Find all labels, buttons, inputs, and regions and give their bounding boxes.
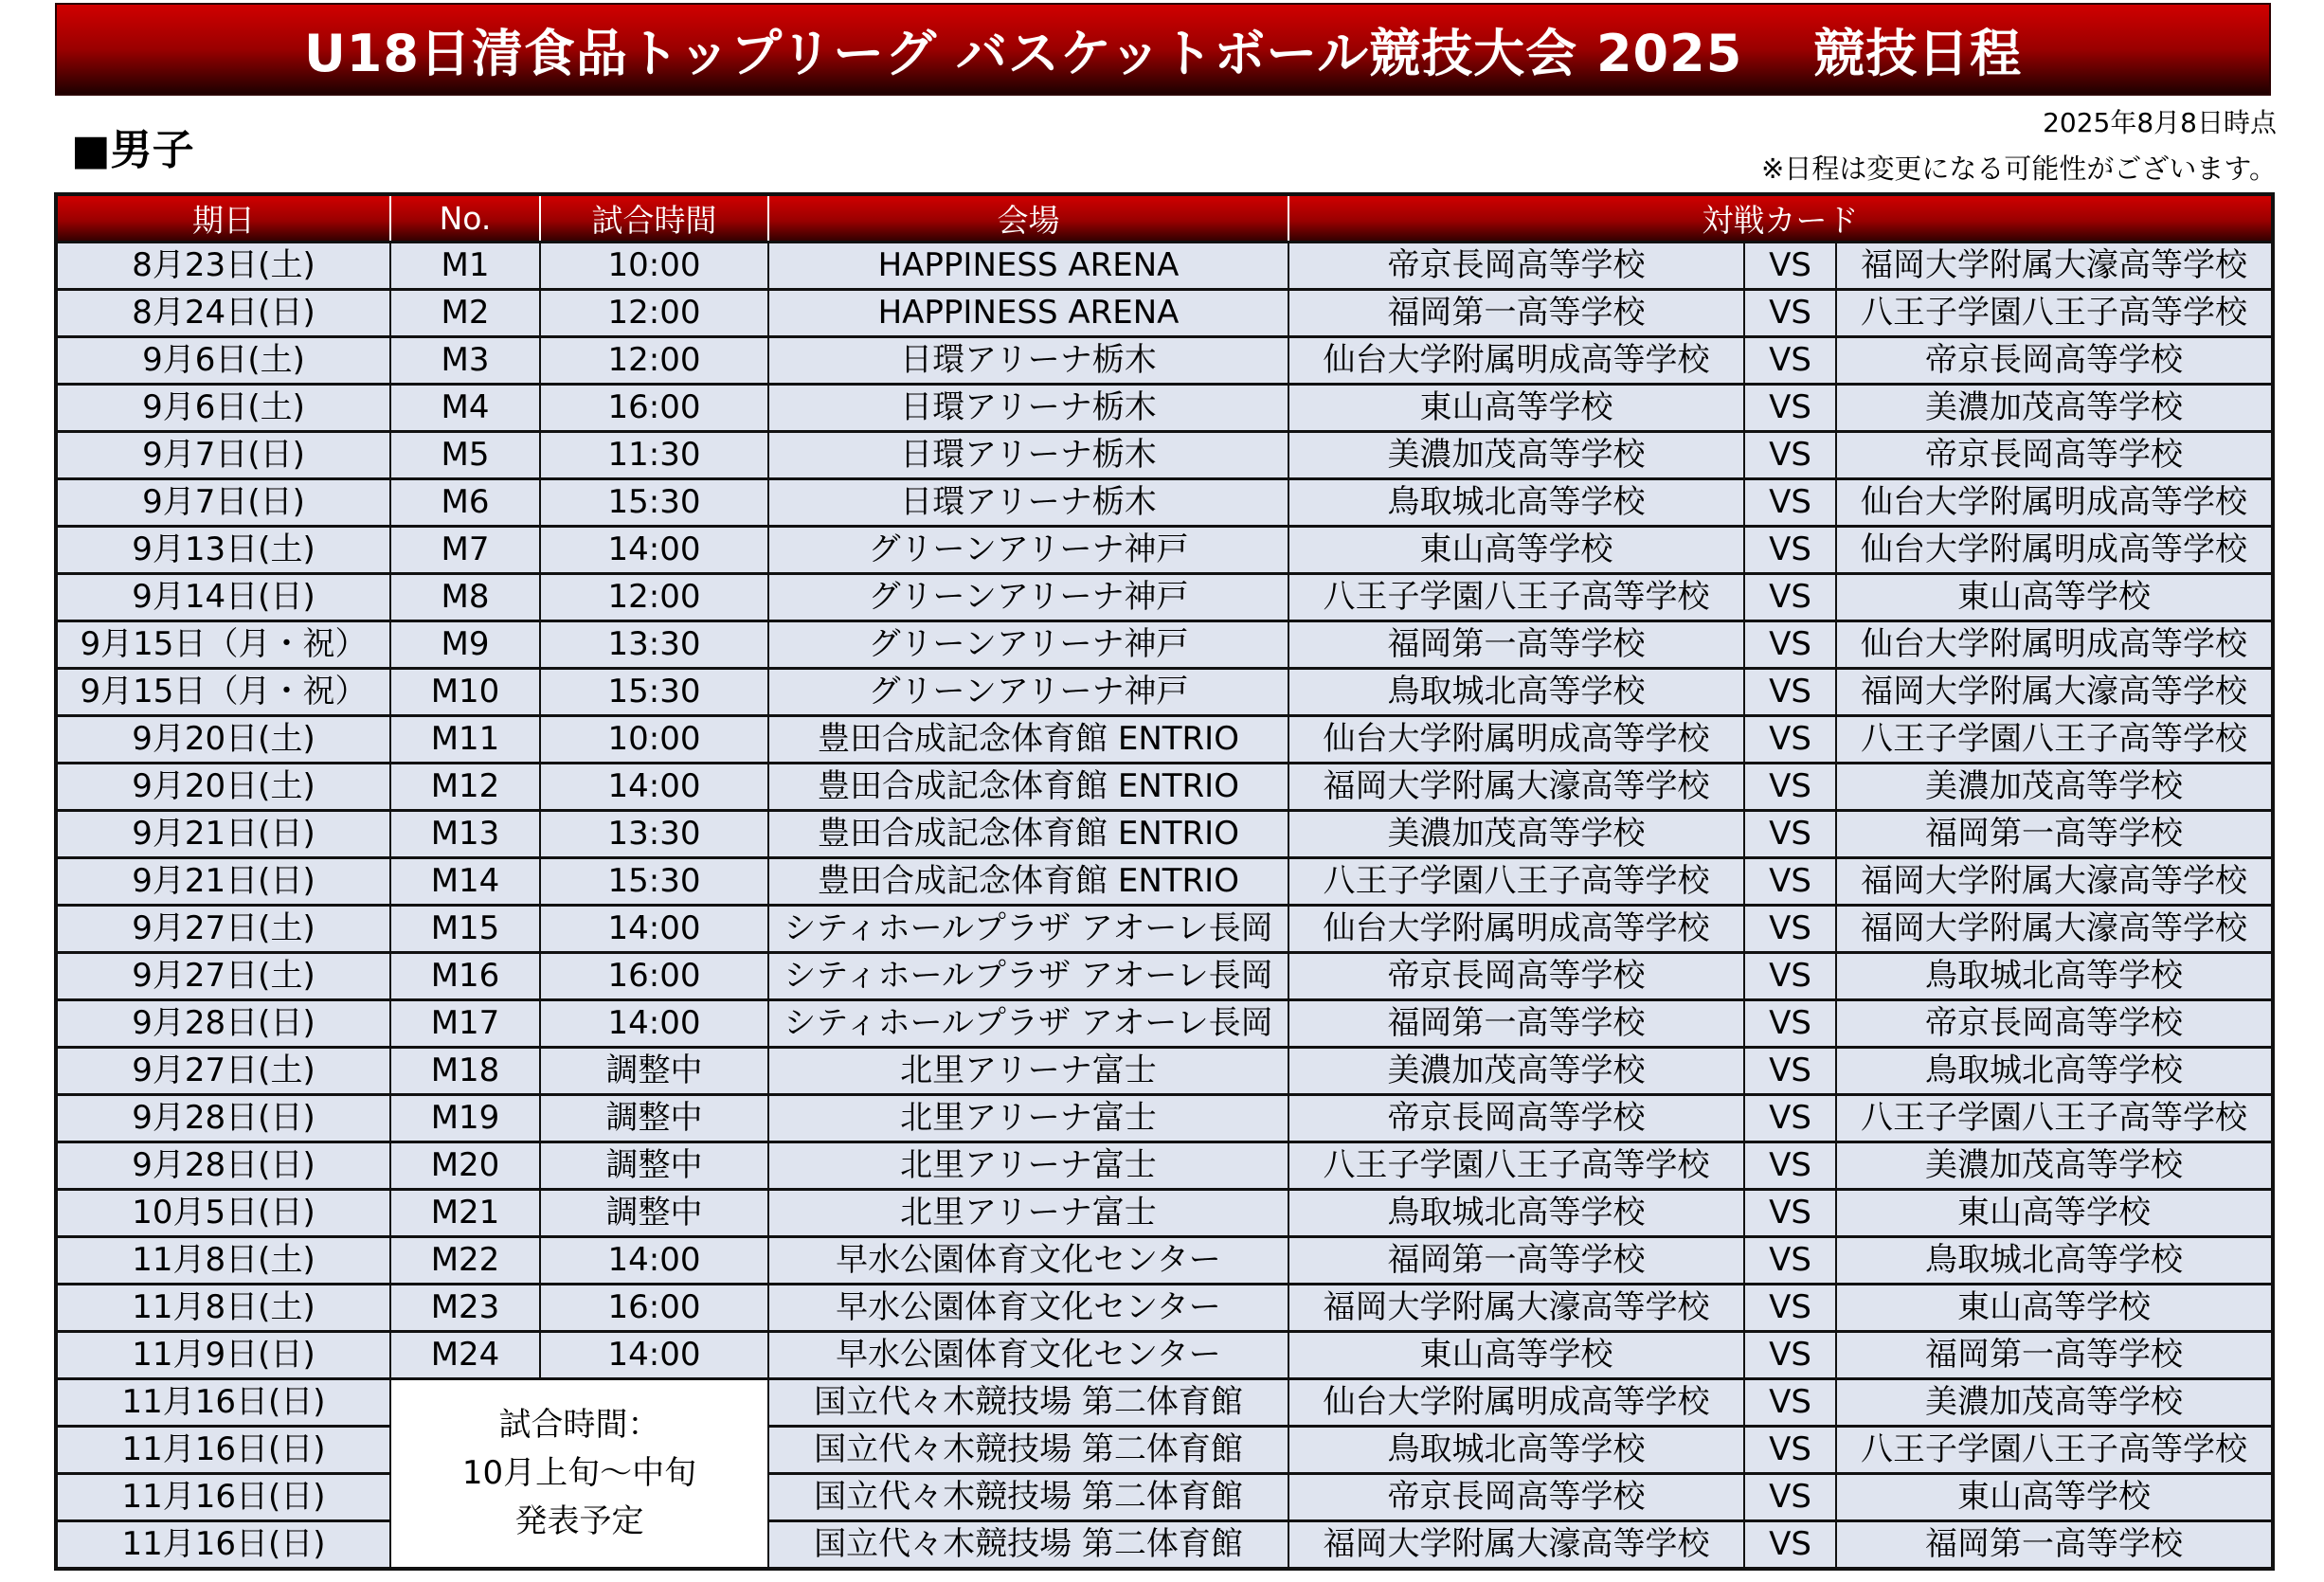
home-team: 鳥取城北高等学校 xyxy=(1288,1190,1744,1237)
match-date: 9月6日(土) xyxy=(56,385,390,432)
match-venue: 日環アリーナ栃木 xyxy=(768,337,1288,385)
match-number: M7 xyxy=(390,527,540,574)
vs-label: VS xyxy=(1744,716,1836,764)
away-team: 福岡第一高等学校 xyxy=(1836,811,2273,858)
match-venue: 北里アリーナ富士 xyxy=(768,1142,1288,1190)
vs-label: VS xyxy=(1744,1142,1836,1190)
home-team: 仙台大学附属明成高等学校 xyxy=(1288,1379,1744,1427)
match-date: 8月23日(土) xyxy=(56,243,390,290)
home-team: 仙台大学附属明成高等学校 xyxy=(1288,716,1744,764)
match-number: M15 xyxy=(390,906,540,953)
home-team: 東山高等学校 xyxy=(1288,1332,1744,1379)
match-date: 11月16日(日) xyxy=(56,1474,390,1521)
match-venue: 日環アリーナ栃木 xyxy=(768,385,1288,432)
table-row xyxy=(56,1142,2273,1190)
match-venue: 豊田合成記念体育館 ENTRIO xyxy=(768,764,1288,811)
match-number: M4 xyxy=(390,385,540,432)
match-date: 9月28日(日) xyxy=(56,1000,390,1048)
table-row xyxy=(56,1427,2273,1474)
match-date: 11月16日(日) xyxy=(56,1379,390,1427)
vs-label: VS xyxy=(1744,811,1836,858)
table-row xyxy=(56,716,2273,764)
away-team: 美濃加茂高等学校 xyxy=(1836,385,2273,432)
match-venue: 早水公園体育文化センター xyxy=(768,1332,1288,1379)
vs-label: VS xyxy=(1744,621,1836,669)
vs-label: VS xyxy=(1744,243,1836,290)
vs-label: VS xyxy=(1744,858,1836,906)
match-venue: 早水公園体育文化センター xyxy=(768,1285,1288,1332)
match-venue: グリーンアリーナ神戸 xyxy=(768,574,1288,621)
match-number: M24 xyxy=(390,1332,540,1379)
home-team: 帝京長岡高等学校 xyxy=(1288,1474,1744,1521)
match-number: M8 xyxy=(390,574,540,621)
match-date: 9月27日(土) xyxy=(56,1048,390,1095)
schedule-change-notice: ※日程は変更になる可能性がございます。 xyxy=(1761,153,2277,185)
home-team: 八王子学園八王子高等学校 xyxy=(1288,574,1744,621)
match-venue: 国立代々木競技場 第二体育館 xyxy=(768,1379,1288,1427)
match-time: 14:00 xyxy=(540,1000,768,1048)
away-team: 東山高等学校 xyxy=(1836,574,2273,621)
match-date: 8月24日(日) xyxy=(56,290,390,337)
final-time-note-line: 10月上旬～中旬 xyxy=(461,1453,697,1492)
home-team: 美濃加茂高等学校 xyxy=(1288,811,1744,858)
match-time: 12:00 xyxy=(540,337,768,385)
away-team: 鳥取城北高等学校 xyxy=(1836,953,2273,1000)
away-team: 仙台大学附属明成高等学校 xyxy=(1836,527,2273,574)
as-of-date: 2025年8月8日時点 xyxy=(2043,107,2277,138)
table-row xyxy=(56,432,2273,479)
match-time: 14:00 xyxy=(540,906,768,953)
match-venue: シティホールプラザ アオーレ長岡 xyxy=(768,953,1288,1000)
away-team: 東山高等学校 xyxy=(1836,1285,2273,1332)
match-number: M16 xyxy=(390,953,540,1000)
away-team: 美濃加茂高等学校 xyxy=(1836,1379,2273,1427)
vs-label: VS xyxy=(1744,1190,1836,1237)
match-venue: シティホールプラザ アオーレ長岡 xyxy=(768,906,1288,953)
home-team: 美濃加茂高等学校 xyxy=(1288,1048,1744,1095)
away-team: 鳥取城北高等学校 xyxy=(1836,1237,2273,1285)
table-row xyxy=(56,1190,2273,1237)
match-time: 調整中 xyxy=(540,1142,768,1190)
match-venue: 国立代々木競技場 第二体育館 xyxy=(768,1427,1288,1474)
match-date: 9月20日(土) xyxy=(56,764,390,811)
table-row xyxy=(56,243,2273,290)
away-team: 福岡大学附属大濠高等学校 xyxy=(1836,858,2273,906)
match-date: 11月16日(日) xyxy=(56,1521,390,1569)
match-date: 9月21日(日) xyxy=(56,858,390,906)
vs-label: VS xyxy=(1744,1095,1836,1142)
table-row xyxy=(56,1521,2273,1569)
match-time: 13:30 xyxy=(540,811,768,858)
match-time: 13:30 xyxy=(540,621,768,669)
away-team: 八王子学園八王子高等学校 xyxy=(1836,1427,2273,1474)
away-team: 帝京長岡高等学校 xyxy=(1836,337,2273,385)
match-venue: 日環アリーナ栃木 xyxy=(768,432,1288,479)
away-team: 福岡第一高等学校 xyxy=(1836,1521,2273,1569)
match-date: 11月8日(土) xyxy=(56,1285,390,1332)
match-venue: HAPPINESS ARENA xyxy=(768,243,1288,290)
match-venue: 北里アリーナ富士 xyxy=(768,1190,1288,1237)
table-row xyxy=(56,1000,2273,1048)
match-date: 9月28日(日) xyxy=(56,1095,390,1142)
vs-label: VS xyxy=(1744,1000,1836,1048)
match-time: 14:00 xyxy=(540,527,768,574)
match-date: 9月28日(日) xyxy=(56,1142,390,1190)
vs-label: VS xyxy=(1744,432,1836,479)
home-team: 帝京長岡高等学校 xyxy=(1288,243,1744,290)
match-time: 15:30 xyxy=(540,858,768,906)
away-team: 鳥取城北高等学校 xyxy=(1836,1048,2273,1095)
match-venue: 豊田合成記念体育館 ENTRIO xyxy=(768,716,1288,764)
match-number: M2 xyxy=(390,290,540,337)
table-header-row xyxy=(56,194,2273,243)
table-row xyxy=(56,1332,2273,1379)
away-team: 八王子学園八王子高等学校 xyxy=(1836,290,2273,337)
match-number: M20 xyxy=(390,1142,540,1190)
home-team: 仙台大学附属明成高等学校 xyxy=(1288,906,1744,953)
table-row xyxy=(56,385,2273,432)
vs-label: VS xyxy=(1744,1521,1836,1569)
match-number: M12 xyxy=(390,764,540,811)
match-date: 9月27日(土) xyxy=(56,953,390,1000)
home-team: 帝京長岡高等学校 xyxy=(1288,953,1744,1000)
table-row xyxy=(56,290,2273,337)
match-number: M10 xyxy=(390,669,540,716)
match-number: M14 xyxy=(390,858,540,906)
final-time-note-line: 試合時間： xyxy=(498,1405,660,1444)
match-number: M5 xyxy=(390,432,540,479)
away-team: 東山高等学校 xyxy=(1836,1474,2273,1521)
match-time: 調整中 xyxy=(540,1095,768,1142)
table-row xyxy=(56,811,2273,858)
match-time: 12:00 xyxy=(540,574,768,621)
match-number: M6 xyxy=(390,479,540,527)
table-row xyxy=(56,527,2273,574)
table-row xyxy=(56,1379,2273,1427)
match-date: 9月7日(日) xyxy=(56,479,390,527)
match-time: 11:30 xyxy=(540,432,768,479)
header-venue: 会場 xyxy=(768,194,1288,243)
vs-label: VS xyxy=(1744,290,1836,337)
home-team: 八王子学園八王子高等学校 xyxy=(1288,858,1744,906)
table-row xyxy=(56,574,2273,621)
table-row xyxy=(56,479,2273,527)
match-time: 調整中 xyxy=(540,1048,768,1095)
section-title: ■男子 xyxy=(71,126,194,174)
match-date: 9月14日(日) xyxy=(56,574,390,621)
away-team: 帝京長岡高等学校 xyxy=(1836,432,2273,479)
match-date: 9月13日(土) xyxy=(56,527,390,574)
table-row xyxy=(56,1285,2273,1332)
away-team: 八王子学園八王子高等学校 xyxy=(1836,1095,2273,1142)
match-date: 9月15日（月・祝） xyxy=(56,669,390,716)
away-team: 八王子学園八王子高等学校 xyxy=(1836,716,2273,764)
match-venue: 北里アリーナ富士 xyxy=(768,1095,1288,1142)
vs-label: VS xyxy=(1744,1048,1836,1095)
home-team: 福岡第一高等学校 xyxy=(1288,1237,1744,1285)
match-date: 11月8日(土) xyxy=(56,1237,390,1285)
match-date: 10月5日(日) xyxy=(56,1190,390,1237)
home-team: 八王子学園八王子高等学校 xyxy=(1288,1142,1744,1190)
match-date: 9月6日(土) xyxy=(56,337,390,385)
table-row xyxy=(56,1048,2273,1095)
away-team: 福岡大学附属大濠高等学校 xyxy=(1836,906,2273,953)
header-no: No. xyxy=(390,194,540,243)
header-date: 期日 xyxy=(56,194,390,243)
match-venue: 豊田合成記念体育館 ENTRIO xyxy=(768,811,1288,858)
table-row xyxy=(56,1237,2273,1285)
final-time-note xyxy=(390,1379,768,1569)
home-team: 福岡第一高等学校 xyxy=(1288,1000,1744,1048)
away-team: 東山高等学校 xyxy=(1836,1190,2273,1237)
match-date: 11月16日(日) xyxy=(56,1427,390,1474)
table-row xyxy=(56,764,2273,811)
home-team: 鳥取城北高等学校 xyxy=(1288,669,1744,716)
match-number: M22 xyxy=(390,1237,540,1285)
vs-label: VS xyxy=(1744,479,1836,527)
table-row xyxy=(56,858,2273,906)
match-venue: 豊田合成記念体育館 ENTRIO xyxy=(768,858,1288,906)
match-venue: 国立代々木競技場 第二体育館 xyxy=(768,1521,1288,1569)
match-venue: 日環アリーナ栃木 xyxy=(768,479,1288,527)
table-row xyxy=(56,669,2273,716)
vs-label: VS xyxy=(1744,953,1836,1000)
match-number: M11 xyxy=(390,716,540,764)
away-team: 福岡大学附属大濠高等学校 xyxy=(1836,669,2273,716)
away-team: 仙台大学附属明成高等学校 xyxy=(1836,479,2273,527)
home-team: 鳥取城北高等学校 xyxy=(1288,1427,1744,1474)
match-date: 9月20日(土) xyxy=(56,716,390,764)
vs-label: VS xyxy=(1744,1285,1836,1332)
match-number: M17 xyxy=(390,1000,540,1048)
home-team: 帝京長岡高等学校 xyxy=(1288,1095,1744,1142)
match-venue: 早水公園体育文化センター xyxy=(768,1237,1288,1285)
schedule-table xyxy=(54,192,2275,1571)
vs-label: VS xyxy=(1744,337,1836,385)
table-row xyxy=(56,621,2273,669)
away-team: 福岡第一高等学校 xyxy=(1836,1332,2273,1379)
match-time: 14:00 xyxy=(540,764,768,811)
vs-label: VS xyxy=(1744,1427,1836,1474)
match-date: 9月15日（月・祝） xyxy=(56,621,390,669)
vs-label: VS xyxy=(1744,1474,1836,1521)
table-row xyxy=(56,1474,2273,1521)
home-team: 東山高等学校 xyxy=(1288,385,1744,432)
table-row xyxy=(56,906,2273,953)
schedule-body xyxy=(56,243,2273,1569)
match-time: 15:30 xyxy=(540,669,768,716)
match-number: M19 xyxy=(390,1095,540,1142)
match-date: 9月27日(土) xyxy=(56,906,390,953)
match-time: 16:00 xyxy=(540,953,768,1000)
page-title: U18日清食品トップリーグ バスケットボール競技大会 2025 競技日程 xyxy=(303,23,2023,83)
match-time: 14:00 xyxy=(540,1237,768,1285)
away-team: 帝京長岡高等学校 xyxy=(1836,1000,2273,1048)
vs-label: VS xyxy=(1744,574,1836,621)
home-team: 仙台大学附属明成高等学校 xyxy=(1288,337,1744,385)
match-time: 調整中 xyxy=(540,1190,768,1237)
away-team: 福岡大学附属大濠高等学校 xyxy=(1836,243,2273,290)
match-number: M18 xyxy=(390,1048,540,1095)
home-team: 福岡大学附属大濠高等学校 xyxy=(1288,1285,1744,1332)
match-venue: グリーンアリーナ神戸 xyxy=(768,527,1288,574)
match-time: 14:00 xyxy=(540,1332,768,1379)
match-time: 10:00 xyxy=(540,243,768,290)
vs-label: VS xyxy=(1744,1237,1836,1285)
match-date: 11月9日(日) xyxy=(56,1332,390,1379)
match-number: M9 xyxy=(390,621,540,669)
table-row xyxy=(56,337,2273,385)
away-team: 美濃加茂高等学校 xyxy=(1836,1142,2273,1190)
table-row xyxy=(56,953,2273,1000)
header-time: 試合時間 xyxy=(540,194,768,243)
match-number: M21 xyxy=(390,1190,540,1237)
final-time-note-line: 発表予定 xyxy=(514,1501,644,1540)
vs-label: VS xyxy=(1744,385,1836,432)
match-time: 16:00 xyxy=(540,385,768,432)
match-venue: 国立代々木競技場 第二体育館 xyxy=(768,1474,1288,1521)
home-team: 福岡大学附属大濠高等学校 xyxy=(1288,764,1744,811)
away-team: 美濃加茂高等学校 xyxy=(1836,764,2273,811)
match-date: 9月21日(日) xyxy=(56,811,390,858)
vs-label: VS xyxy=(1744,527,1836,574)
match-venue: 北里アリーナ富士 xyxy=(768,1048,1288,1095)
header-matchup: 対戦カード xyxy=(1288,194,2273,243)
vs-label: VS xyxy=(1744,669,1836,716)
match-time: 15:30 xyxy=(540,479,768,527)
match-number: M23 xyxy=(390,1285,540,1332)
vs-label: VS xyxy=(1744,1379,1836,1427)
vs-label: VS xyxy=(1744,764,1836,811)
match-time: 16:00 xyxy=(540,1285,768,1332)
match-date: 9月7日(日) xyxy=(56,432,390,479)
match-number: M13 xyxy=(390,811,540,858)
match-number: M3 xyxy=(390,337,540,385)
match-number: M1 xyxy=(390,243,540,290)
match-venue: グリーンアリーナ神戸 xyxy=(768,669,1288,716)
vs-label: VS xyxy=(1744,906,1836,953)
home-team: 美濃加茂高等学校 xyxy=(1288,432,1744,479)
title-banner xyxy=(55,3,2271,96)
away-team: 仙台大学附属明成高等学校 xyxy=(1836,621,2273,669)
home-team: 東山高等学校 xyxy=(1288,527,1744,574)
match-venue: シティホールプラザ アオーレ長岡 xyxy=(768,1000,1288,1048)
match-venue: グリーンアリーナ神戸 xyxy=(768,621,1288,669)
match-time: 10:00 xyxy=(540,716,768,764)
home-team: 福岡大学附属大濠高等学校 xyxy=(1288,1521,1744,1569)
home-team: 福岡第一高等学校 xyxy=(1288,621,1744,669)
table-row xyxy=(56,1095,2273,1142)
match-venue: HAPPINESS ARENA xyxy=(768,290,1288,337)
home-team: 鳥取城北高等学校 xyxy=(1288,479,1744,527)
match-time: 12:00 xyxy=(540,290,768,337)
home-team: 福岡第一高等学校 xyxy=(1288,290,1744,337)
vs-label: VS xyxy=(1744,1332,1836,1379)
